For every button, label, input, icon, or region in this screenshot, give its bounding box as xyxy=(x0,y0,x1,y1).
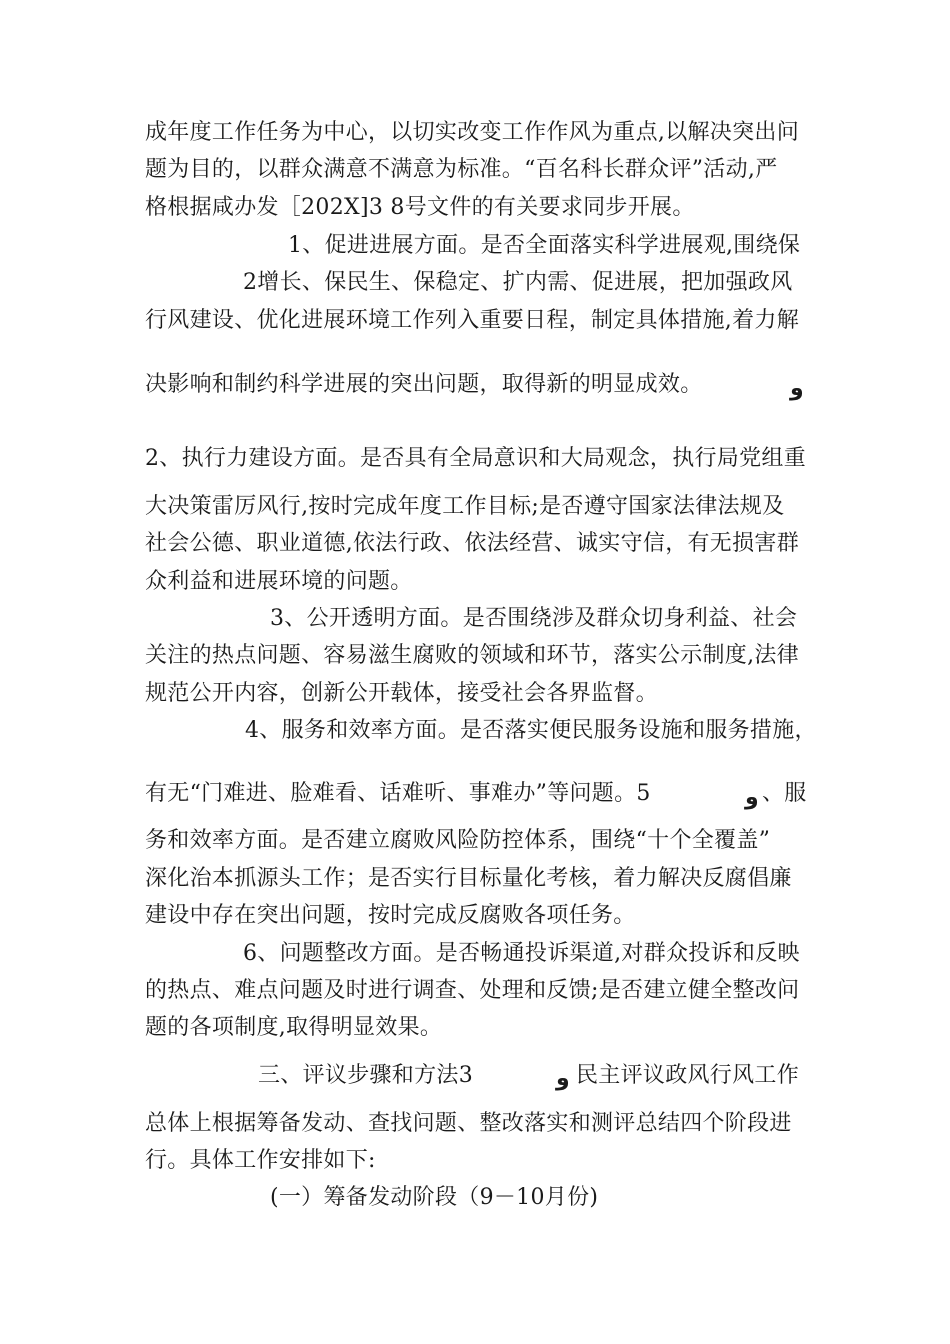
text-line: 题的各项制度,取得明显效果。 xyxy=(145,1015,443,1040)
stray-glyph-mark: و xyxy=(790,376,804,401)
text-line: 4、服务和效率方面。是否落实便民服务设施和服务措施， xyxy=(245,718,817,743)
section-heading: 三、评议步骤和方法3 xyxy=(258,1063,473,1088)
text-line: 1、促进进展方面。是否全面落实科学进展观,围绕保 xyxy=(288,233,801,258)
text-line: 总体上根据筹备发动、查找问题、整改落实和测评总结四个阶段进 xyxy=(145,1111,792,1136)
text-line: 务和效率方面。是否建立腐败风险防控体系，围绕“十个全覆盖” xyxy=(145,828,771,853)
text-line: 格根据咸办发［202X]3 8号文件的有关要求同步开展。 xyxy=(145,195,695,220)
subsection-heading: (一）筹备发动阶段（9－10月份) xyxy=(270,1185,599,1210)
text-line: 2增长、保民生、保稳定、扩内需、促进展，把加强政风 xyxy=(243,270,793,295)
text-line: 的热点、难点问题及时进行调查、处理和反馈;是否建立健全整改问 xyxy=(145,978,800,1003)
text-line: 行。具体工作安排如下: xyxy=(145,1148,376,1173)
text-line: 建设中存在突出问题，按时完成反腐败各项任务。 xyxy=(145,903,636,928)
text-line: 民主评议政风行风工作 xyxy=(576,1063,800,1088)
text-line: 题为目的，以群众满意不满意为标准。“百名科长群众评”活动,严 xyxy=(145,157,778,182)
stray-glyph-mark: و xyxy=(745,785,759,810)
text-line: 3、公开透明方面。是否围绕涉及群众切身利益、社会 xyxy=(270,606,798,631)
text-line: 众利益和进展环境的问题。 xyxy=(145,569,413,594)
text-line: 成年度工作任务为中心，以切实改变工作作风为重点,以解决突出问 xyxy=(145,120,799,145)
text-line: 6、问题整改方面。是否畅通投诉渠道,对群众投诉和反映 xyxy=(243,941,800,966)
text-line: 决影响和制约科学进展的突出问题，取得新的明显成效。 xyxy=(145,372,703,397)
stray-glyph-mark: و xyxy=(556,1066,570,1091)
text-line: 大决策雷厉风行,按时完成年度工作目标;是否遵守国家法律法规及 xyxy=(145,494,785,519)
text-line: 有无“门难进、脸难看、话难听、事难办”等问题。5 xyxy=(145,781,651,806)
text-line: 、服 xyxy=(762,781,807,806)
text-line: 关注的热点问题、容易滋生腐败的领域和环节，落实公示制度,法律 xyxy=(145,643,799,668)
text-line: 2、执行力建设方面。是否具有全局意识和大局观念，执行局党组重 xyxy=(145,446,806,471)
text-line: 社会公德、职业道德,依法行政、依法经营、诚实守信，有无损害群 xyxy=(145,531,799,556)
text-line: 行风建设、优化进展环境工作列入重要日程，制定具体措施,着力解 xyxy=(145,308,799,333)
text-line: 规范公开内容，创新公开载体，接受社会各界监督。 xyxy=(145,681,658,706)
text-line: 深化治本抓源头工作；是否实行目标量化考核，着力解决反腐倡廉 xyxy=(145,866,792,891)
